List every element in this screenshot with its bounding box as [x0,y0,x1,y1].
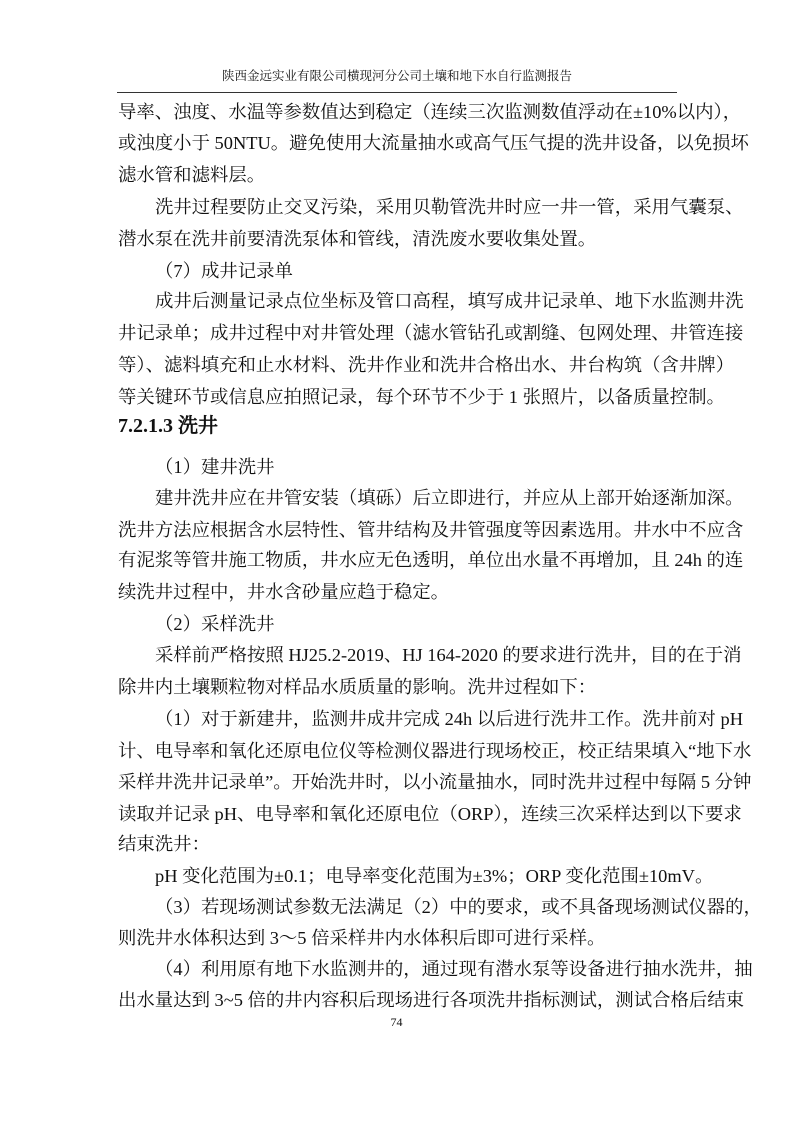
paragraph-line: 成井后测量记录点位坐标及管口高程，填写成井记录单、地下水监测井洗 [155,291,744,311]
running-header: 陕西金远实业有限公司横现河分公司土壤和地下水自行监测报告 [221,69,572,83]
paragraph-line: 读取并记录 pH、电导率和氧化还原电位（ORP），连续三次采样达到以下要求 [118,804,742,824]
paragraph-line: 导率、浊度、水温等参数值达到稳定（连续三次监测数值浮动在±10%以内）， [118,102,742,122]
paragraph-line: 则洗井水体积达到 3～5 倍采样井内水体积后即可进行采样。 [118,928,606,948]
paragraph-line: 等关键环节或信息应拍照记录，每个环节不少于 1 张照片，以备质量控制。 [118,387,725,407]
paragraph-line: 潜水泵在洗井前要清洗泵体和管线，清洗废水要收集处置。 [118,229,597,249]
paragraph-line: 计、电导率和氧化还原电位仪等检测仪器进行现场校正，校正结果填入“地下水 [118,741,752,761]
header-rule [117,92,677,93]
paragraph-line: （3）若现场测试参数无法满足（2）中的要求，或不具备现场测试仪器的， [155,897,762,917]
paragraph-line: 滤水管和滤料层。 [118,165,266,185]
subsection-title: （2）采样洗井 [155,614,275,634]
paragraph-line: 除井内土壤颗粒物对样品水质质量的影响。洗井过程如下： [118,677,597,697]
paragraph-line: 续洗井过程中，井水含砂量应趋于稳定。 [118,582,450,602]
paragraph-line: 出水量达到 3~5 倍的井内容积后现场进行各项洗井指标测试，测试合格后结束 [118,990,745,1010]
paragraph-line: 洗井过程要防止交叉污染，采用贝勒管洗井时应一井一管，采用气囊泵、 [155,197,744,217]
subsection-title: （1）建井洗井 [155,457,275,477]
paragraph-line: 建井洗井应在井管安装（填砾）后立即进行，并应从上部开始逐渐加深。 [155,488,744,508]
paragraph-line: （4）利用原有地下水监测井的，通过现有潜水泵等设备进行抽水洗井，抽 [155,959,753,979]
section-heading: 7.2.1.3 洗井 [118,415,218,437]
paragraph-line: 洗井方法应根据含水层特性、管井结构及井管强度等因素选用。井水中不应含 [118,520,744,540]
paragraph-line: 采样前严格按照 HJ25.2-2019、HJ 164-2020 的要求进行洗井，目的在于消 [155,645,742,665]
paragraph-line: 等）、滤料填充和止水材料、洗井作业和洗井合格出水、井台构筑（含井牌） [118,355,735,375]
subsection-title: （7）成井记录单 [155,261,293,281]
paragraph-line: 采样井洗井记录单”。开始洗井时，以小流量抽水，同时洗井过程中每隔 5 分钟 [118,772,752,792]
paragraph-line: 井记录单；成井过程中对井管处理（滤水管钻孔或割缝、包网处理、井管连接 [118,323,744,343]
paragraph-line: 有泥浆等管井施工物质，井水应无色透明，单位出水量不再增加，且 24h 的连 [118,550,744,570]
paragraph-line: （1）对于新建井，监测井成井完成 24h 以后进行洗井工作。洗井前对 pH [155,709,743,729]
page-number: 74 [390,1015,403,1029]
paragraph-line: pH 变化范围为±0.1；电导率变化范围为±3%；ORP 变化范围±10mV。 [155,866,714,886]
paragraph-line: 或浊度小于 50NTU。避免使用大流量抽水或高气压气提的洗井设备，以免损坏 [118,133,749,153]
paragraph-line: 结束洗井： [118,834,210,854]
